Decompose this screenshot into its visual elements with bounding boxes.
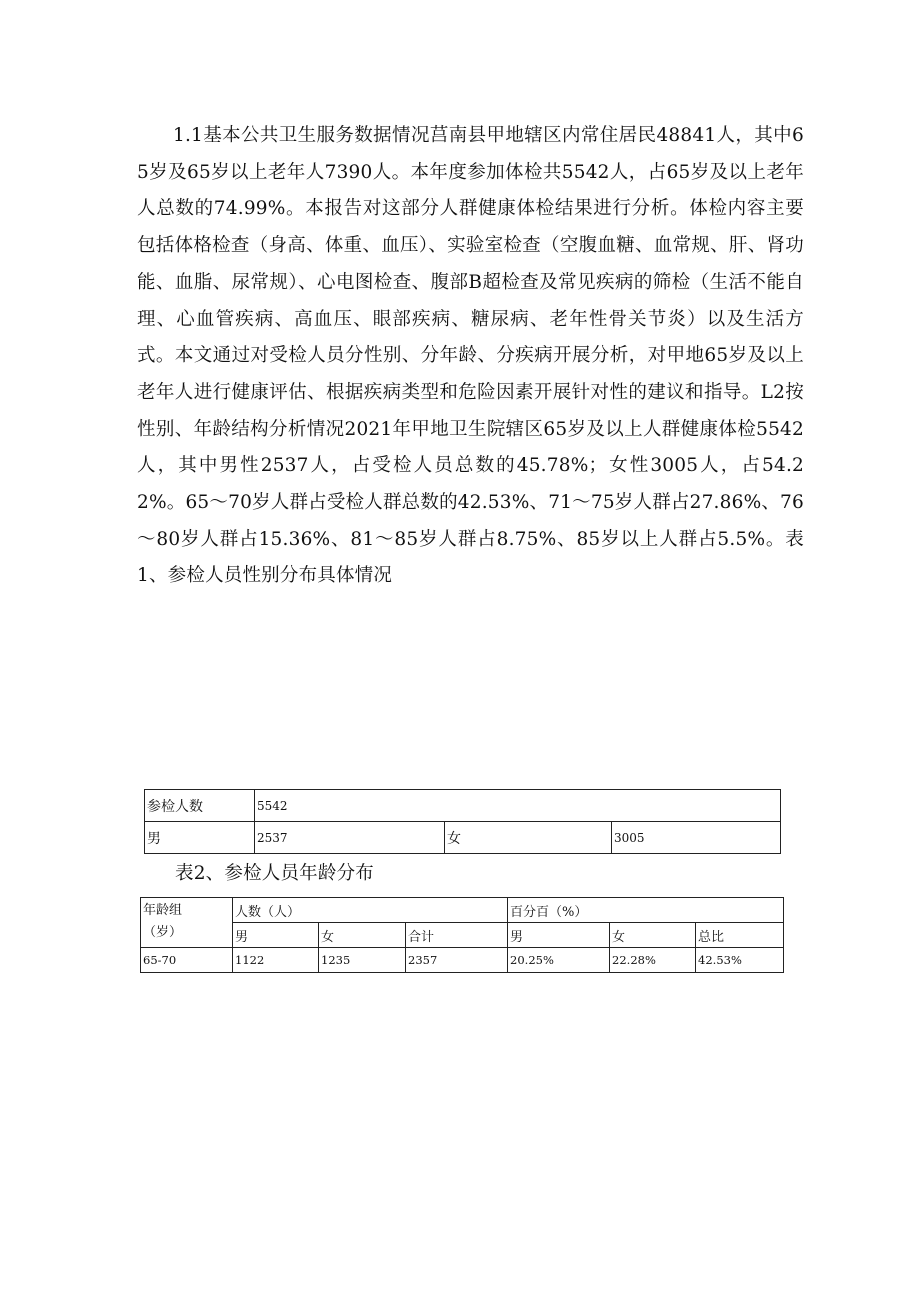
subheader-percent-total: 总比 xyxy=(696,923,784,948)
subheader-percent-female: 女 xyxy=(610,923,696,948)
table-subheader-row xyxy=(141,923,784,948)
subheader-count-female: 女 xyxy=(319,923,406,948)
table-row xyxy=(141,948,784,973)
age-group-header: 年龄组 （岁） xyxy=(141,898,233,948)
count-total-cell: 2357 xyxy=(406,948,508,973)
table-age-distribution xyxy=(140,897,784,973)
count-male-cell: 1122 xyxy=(233,948,319,973)
table2-caption: 表2、参检人员年龄分布 xyxy=(175,863,374,884)
count-female-cell: 1235 xyxy=(319,948,406,973)
female-value-cell: 3005 xyxy=(612,822,781,854)
table-row xyxy=(145,790,781,822)
table-row xyxy=(145,822,781,854)
table-gender-distribution xyxy=(144,789,781,854)
male-value-cell: 2537 xyxy=(255,822,445,854)
total-value-cell: 5542 xyxy=(255,790,781,822)
body-paragraph: 1.1基本公共卫生服务数据情况莒南县甲地辖区内常住居民48841人，其中65岁及65岁以上老年人7390人。本年度参加体检共5542人，占65岁及以上老年人总数的74.99%。本报告对这部分人群健康体检结果进行分析。体检内容主要包括体格检查（身高、体重、血压）、实验室检查（空腹血糖、血常规、肝、肾功能、血脂、尿常规）、心电图检查、腹部B超检查及常见疾病的筛检（生活不能自理、心血管疾病、高血压、眼部疾病、糖尿病、老年性骨关节炎）以及生活方式。本文通过对受检人员分性别、分年龄、分疾病开展分析，对甲地65岁及以上老年人进行健康评估、根据疾病类型和危险因素开展针对性的建议和指导。L2按性别、年龄结构分析情况2021年甲地卫生院辖区65岁及以上人群健康体检5542人，其中男性2537人，占受检人员总数的45.78%；女性3005人，占54.22%。65～70岁人群占受检人群总数的42.53%、71～75岁人群占27.86%、76～80岁人群占15.36%、81～85岁人群占8.75%、85岁以上人群占5.5%。表1、参检人员性别分布具体情况 xyxy=(137,125,804,587)
percent-male-cell: 20.25% xyxy=(508,948,610,973)
table-header-row xyxy=(141,898,784,923)
count-header: 人数（人） xyxy=(233,898,508,923)
percent-total-cell: 42.53% xyxy=(696,948,784,973)
female-label-cell: 女 xyxy=(445,822,612,854)
male-label-cell: 男 xyxy=(145,822,255,854)
age-cell: 65-70 xyxy=(141,948,233,973)
total-label-cell: 参检人数 xyxy=(145,790,255,822)
percent-header: 百分百（%） xyxy=(508,898,784,923)
subheader-percent-male: 男 xyxy=(508,923,610,948)
subheader-count-total: 合计 xyxy=(406,923,508,948)
percent-female-cell: 22.28% xyxy=(610,948,696,973)
subheader-count-male: 男 xyxy=(233,923,319,948)
